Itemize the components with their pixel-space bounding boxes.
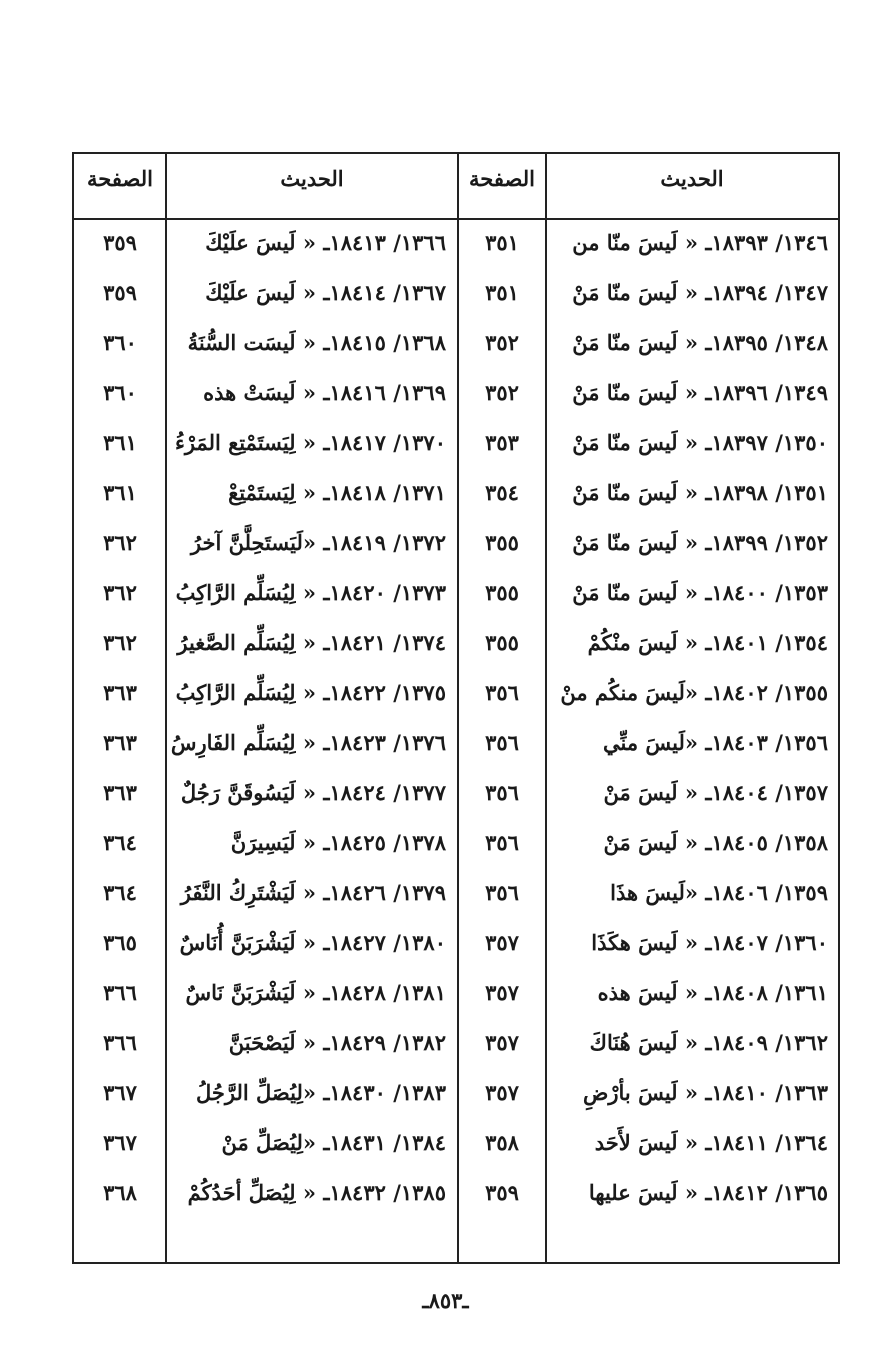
page-ref: ٣٥٣ <box>485 430 519 455</box>
hadith-entry: ١٣٥٠/ ١٨٣٩٧ـ « لَيسَ منّا مَنْ <box>572 430 828 455</box>
header-hadith-left-label: الحديث <box>280 166 344 191</box>
page-ref: ٣٦٤ <box>103 830 137 855</box>
page-ref: ٣٦٣ <box>103 730 137 755</box>
header-page-left-label: الصفحة <box>87 166 153 191</box>
page-ref: ٣٦٧ <box>103 1130 137 1155</box>
table-row <box>74 1120 838 1170</box>
hadith-entry: ١٣٧٣/ ١٨٤٢٠ـ « لِيُسَلِّم الرَّاكِبُ <box>175 580 446 605</box>
index-table <box>72 152 840 1264</box>
hadith-entry: ١٣٦٥/ ١٨٤١٢ـ « لَيسَ عليها <box>588 1180 828 1205</box>
table-row <box>74 1070 838 1120</box>
header-page-right-label: الصفحة <box>469 166 535 191</box>
header-hadith-right <box>546 154 838 218</box>
page-ref: ٣٥٦ <box>485 830 519 855</box>
page-ref: ٣٥٩ <box>103 280 137 305</box>
page-ref: ٣٥٤ <box>485 480 519 505</box>
header-page-right <box>458 154 546 218</box>
header-page-left <box>74 154 166 218</box>
page-ref: ٣٦٢ <box>103 580 137 605</box>
hadith-entry: ١٣٧٦/ ١٨٤٢٣ـ « لِيُسَلِّم الفَارِسُ <box>170 730 446 755</box>
table-row <box>74 620 838 670</box>
page-ref: ٣٥٧ <box>485 930 519 955</box>
hadith-entry: ١٣٥٤/ ١٨٤٠١ـ « لَيسَ منْكُمْ <box>587 630 828 655</box>
hadith-entry: ١٣٦٩/ ١٨٤١٦ـ « لَيسَتْ هذه <box>203 380 446 405</box>
hadith-entry: ١٣٧٨/ ١٨٤٢٥ـ « لَيَسِيرَنَّ <box>230 830 446 855</box>
table-row <box>74 820 838 870</box>
page-ref: ٣٥٦ <box>485 780 519 805</box>
hadith-entry: ١٣٥٨/ ١٨٤٠٥ـ « لَيسَ مَنْ <box>603 830 828 855</box>
page-ref: ٣٥٥ <box>485 580 519 605</box>
hadith-entry: ١٣٧٢/ ١٨٤١٩ـ «لَيَستَحِلَّنَّ آخرُ <box>190 530 446 555</box>
table-row <box>74 920 838 970</box>
page-ref: ٣٥٧ <box>485 980 519 1005</box>
page-ref: ٣٥٥ <box>485 530 519 555</box>
page-ref: ٣٥١ <box>485 280 519 305</box>
hadith-entry: ١٣٧١/ ١٨٤١٨ـ « لِيَستَمْتِعْ <box>228 480 446 505</box>
header-hadith-right-label: الحديث <box>660 166 724 191</box>
table-row <box>74 570 838 620</box>
hadith-entry: ١٣٧٠/ ١٨٤١٧ـ « لِيَستَمْتِع المَرْءُ <box>174 430 446 455</box>
page-ref: ٣٥٨ <box>485 1130 519 1155</box>
hadith-entry: ١٣٨٢/ ١٨٤٢٩ـ « لَيَصْحَبَنَّ <box>228 1030 446 1055</box>
table-row <box>74 320 838 370</box>
page-number: ـ٨٥٣ـ <box>422 1288 469 1313</box>
hadith-entry: ١٣٥١/ ١٨٣٩٨ـ « لَيسَ منّا مَنْ <box>572 480 828 505</box>
hadith-entry: ١٣٨٣/ ١٨٤٣٠ـ «لِيُصَلِّ الرَّجُلُ <box>196 1080 446 1105</box>
table-row <box>74 520 838 570</box>
table-row <box>74 220 838 270</box>
hadith-entry: ١٣٧٥/ ١٨٤٢٢ـ « لِيُسَلِّم الرَّاكِبُ <box>175 680 446 705</box>
hadith-entry: ١٣٤٨/ ١٨٣٩٥ـ « لَيسَ منّا مَنْ <box>572 330 828 355</box>
hadith-entry: ١٣٦٤/ ١٨٤١١ـ « لَيسَ لأَحَد <box>594 1130 828 1155</box>
hadith-entry: ١٣٥٩/ ١٨٤٠٦ـ «لَيسَ هذَا <box>610 880 828 905</box>
hadith-entry: ١٣٨٥/ ١٨٤٣٢ـ « لِيُصَلِّ أحَدُكُمْ <box>187 1180 446 1205</box>
hadith-entry: ١٣٦٧/ ١٨٤١٤ـ « لَيسَ علَيْكَ <box>205 280 446 305</box>
page-ref: ٣٥٩ <box>485 1180 519 1205</box>
hadith-entry: ١٣٧٩/ ١٨٤٢٦ـ « لَيَشْتَرِكُ النَّفَرُ <box>180 880 446 905</box>
hadith-entry: ١٣٧٧/ ١٨٤٢٤ـ « لَيَسُوقَنَّ رَجُلٌ <box>180 780 446 805</box>
page-ref: ٣٦٨ <box>103 1180 137 1205</box>
hadith-entry: ١٣٤٦/ ١٨٣٩٣ـ « لَيسَ منّا من <box>572 230 828 255</box>
page-ref: ٣٦٧ <box>103 1080 137 1105</box>
hadith-entry: ١٣٤٧/ ١٨٣٩٤ـ « لَيسَ منّا مَنْ <box>572 280 828 305</box>
hadith-entry: ١٣٨٤/ ١٨٤٣١ـ «لِيُصَلِّ مَنْ <box>221 1130 446 1155</box>
hadith-entry: ١٣٥٦/ ١٨٤٠٣ـ «لَيسَ منِّي <box>602 730 828 755</box>
page-ref: ٣٥٦ <box>485 730 519 755</box>
table-row <box>74 470 838 520</box>
page-ref: ٣٥٦ <box>485 680 519 705</box>
table-row <box>74 670 838 720</box>
page-ref: ٣٥٧ <box>485 1030 519 1055</box>
hadith-entry: ١٣٦٠/ ١٨٤٠٧ـ « لَيسَ هكَذَا <box>591 930 828 955</box>
page-ref: ٣٦٦ <box>103 1030 137 1055</box>
page-ref: ٣٥٩ <box>103 230 137 255</box>
page-ref: ٣٥١ <box>485 230 519 255</box>
hadith-entry: ١٣٦١/ ١٨٤٠٨ـ « لَيسَ هذه <box>597 980 828 1005</box>
page-ref: ٣٥٢ <box>485 330 519 355</box>
page-ref: ٣٥٦ <box>485 880 519 905</box>
hadith-entry: ١٣٥٢/ ١٨٣٩٩ـ « لَيسَ منّا مَنْ <box>572 530 828 555</box>
page-ref: ٣٦٢ <box>103 530 137 555</box>
page-ref: ٣٦١ <box>103 480 137 505</box>
page-ref: ٣٥٧ <box>485 1080 519 1105</box>
page-ref: ٣٦٣ <box>103 680 137 705</box>
page-ref: ٣٦٣ <box>103 780 137 805</box>
table-row <box>74 770 838 820</box>
hadith-entry: ١٣٥٣/ ١٨٤٠٠ـ « لَيسَ منّا مَنْ <box>572 580 828 605</box>
hadith-entry: ١٣٦٢/ ١٨٤٠٩ـ « لَيسَ هُنَاكَ <box>589 1030 828 1055</box>
hadith-entry: ١٣٤٩/ ١٨٣٩٦ـ « لَيسَ منّا مَنْ <box>572 380 828 405</box>
table-row <box>74 870 838 920</box>
table-row <box>74 720 838 770</box>
hadith-entry: ١٣٨١/ ١٨٤٢٨ـ « لَيَشْرَبَنَّ نَاسٌ <box>185 980 446 1005</box>
hadith-entry: ١٣٦٦/ ١٨٤١٣ـ « لَيسَ علَيْكَ <box>205 230 446 255</box>
hadith-entry: ١٣٧٤/ ١٨٤٢١ـ « لِيُسَلِّم الصَّغيرُ <box>177 630 446 655</box>
hadith-entry: ١٣٥٥/ ١٨٤٠٢ـ «لَيسَ منكُم منْ <box>560 680 828 705</box>
hadith-entry: ١٣٦٣/ ١٨٤١٠ـ « لَيسَ بأرْضِ <box>582 1080 828 1105</box>
table-row <box>74 1020 838 1070</box>
page-ref: ٣٦٦ <box>103 980 137 1005</box>
page-ref: ٣٥٢ <box>485 380 519 405</box>
page-ref: ٣٦٢ <box>103 630 137 655</box>
hadith-entry: ١٣٥٧/ ١٨٤٠٤ـ « لَيسَ مَنْ <box>603 780 828 805</box>
table-row <box>74 370 838 420</box>
page-ref: ٣٦٠ <box>103 380 137 405</box>
hadith-entry: ١٣٦٨/ ١٨٤١٥ـ « لَيسَت السُّنَةُ <box>187 330 446 355</box>
page-ref: ٣٥٥ <box>485 630 519 655</box>
page-ref: ٣٦٥ <box>103 930 137 955</box>
table-header <box>74 154 838 220</box>
table-row <box>74 1170 838 1220</box>
table-row <box>74 970 838 1020</box>
page-ref: ٣٦٤ <box>103 880 137 905</box>
hadith-entry: ١٣٨٠/ ١٨٤٢٧ـ « لَيَشْرَبَنَّ أُنَاسٌ <box>179 930 446 955</box>
page-ref: ٣٦١ <box>103 430 137 455</box>
header-hadith-left <box>166 154 458 218</box>
table-row <box>74 420 838 470</box>
page-ref: ٣٦٠ <box>103 330 137 355</box>
table-row <box>74 270 838 320</box>
